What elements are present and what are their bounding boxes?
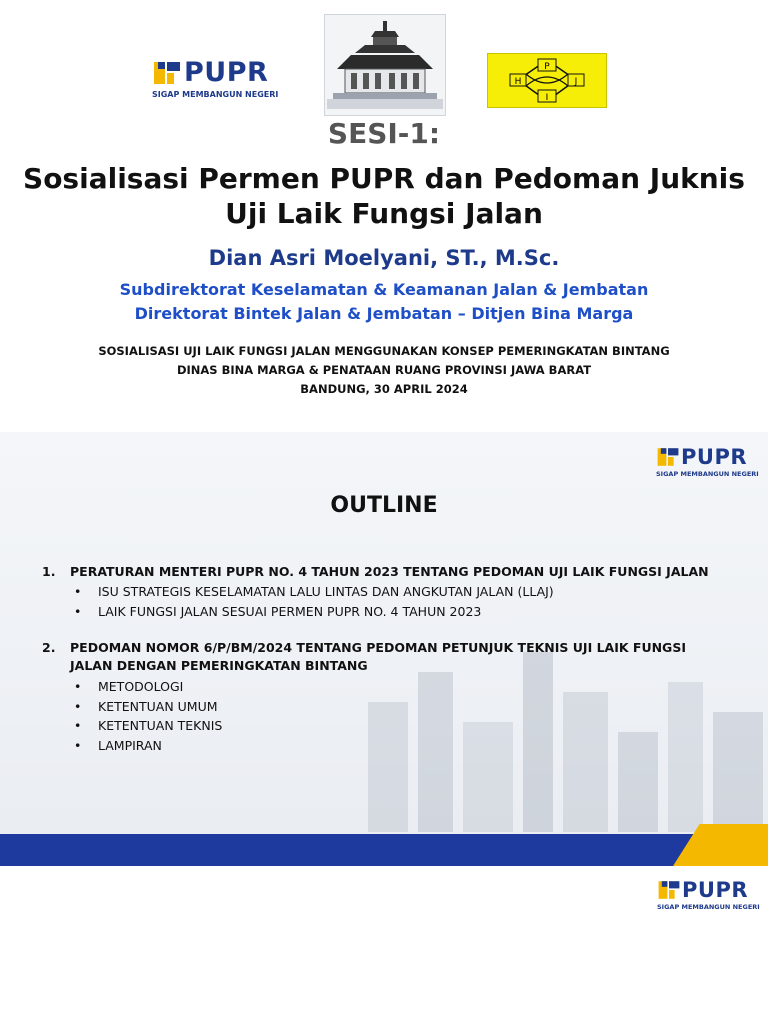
event-date: BANDUNG, 30 APRIL 2024: [300, 382, 468, 396]
list-item: [74, 697, 222, 717]
pupr-emblem-icon: [656, 445, 680, 469]
presentation-title: [0, 161, 768, 231]
bullet-text: KETENTUAN UMUM: [98, 698, 218, 714]
hpji-letter-p: P: [544, 62, 550, 72]
item-number: 2.: [42, 640, 56, 655]
title-line-2: Uji Laik Fungsi Jalan: [225, 197, 543, 230]
list-item: [74, 602, 554, 622]
bullet-icon: •: [74, 718, 82, 733]
bullet-text: KETENTUAN TEKNIS: [98, 718, 223, 733]
pupr-logo: [656, 445, 759, 478]
event-line-2: DINAS BINA MARGA & PENATAAN RUANG PROVINSI JAWA BARAT: [176, 363, 592, 377]
item-text: PEDOMAN NOMOR 6/P/BM/2024 TENTANG PEDOMAN PETUNJUK TEKNIS UJI LAIK FUNGSI JALAN DENGAN PEMERINGKATAN BINTANG: [70, 640, 686, 673]
footer-band: [0, 834, 768, 866]
outline-item-2: [42, 639, 732, 675]
pupr-logo: [657, 878, 760, 911]
bullet-text: METODOLOGI: [98, 679, 184, 694]
pupr-emblem-icon: [657, 878, 681, 902]
bullet-icon: •: [74, 584, 82, 599]
bullet-icon: •: [74, 737, 82, 753]
list-item: [74, 677, 222, 697]
list-item: [74, 582, 554, 602]
event-line-1: SOSIALISASI UJI LAIK FUNGSI JALAN MENGGUNAKAN KONSEP PEMERINGKATAN BINTANG: [98, 344, 670, 358]
bullet-text: LAIK FUNGSI JALAN SESUAI PERMEN PUPR NO. 4 TAHUN 2023: [98, 603, 482, 619]
outline-item-1: [42, 563, 732, 581]
bullet-text: ISU STRATEGIS KESELAMATAN LALU LINTAS DAN ANGKUTAN JALAN (LLAJ): [98, 584, 554, 599]
hpji-letter-j: J: [574, 77, 578, 87]
outline-item-2-bullets: [74, 677, 222, 755]
title-slide: [0, 0, 768, 432]
pupr-emblem-icon: [152, 58, 182, 88]
session-label: SESI-1:: [327, 117, 441, 150]
pupr-wordmark: PUPR: [184, 57, 269, 88]
gedung-sate-logo: [324, 14, 446, 116]
bullet-icon: •: [74, 679, 82, 694]
pupr-logo: [152, 58, 278, 99]
pupr-tagline: SIGAP MEMBANGUN NEGERI: [656, 470, 759, 478]
item-text: PERATURAN MENTERI PUPR NO. 4 TAHUN 2023 TENTANG PEDOMAN UJI LAIK FUNGSI JALAN: [70, 564, 709, 579]
title-line-1: Sosialisasi Permen PUPR dan Pedoman Juknis: [23, 162, 745, 195]
list-item: [74, 716, 222, 736]
footer-band-blue: [0, 834, 768, 866]
outline-item-1-bullets: [74, 582, 554, 621]
speaker-name: Dian Asri Moelyani, ST., M.Sc.: [208, 246, 560, 270]
bullet-icon: •: [74, 698, 82, 714]
outline-slide: [0, 432, 768, 866]
hpji-logo: [487, 53, 607, 108]
pupr-tagline: SIGAP MEMBANGUN NEGERI: [152, 90, 279, 99]
outline-title: OUTLINE: [330, 493, 438, 518]
next-slide-preview: [0, 866, 768, 1024]
bullet-text: LAMPIRAN: [98, 737, 162, 753]
bullet-icon: •: [74, 603, 82, 619]
affiliation-line-1: Subdirektorat Keselamatan & Keamanan Jalan & Jembatan: [119, 280, 649, 299]
list-item: [74, 736, 222, 756]
pupr-wordmark: PUPR: [682, 878, 749, 902]
item-number: 1.: [42, 564, 56, 579]
hpji-letter-h: H: [514, 77, 522, 87]
pupr-tagline: SIGAP MEMBANGUN NEGERI: [657, 903, 760, 911]
pupr-wordmark: PUPR: [681, 445, 748, 469]
affiliation-line-2: Direktorat Bintek Jalan & Jembatan – Ditjen Bina Marga: [134, 304, 634, 323]
hpji-letter-i: I: [545, 93, 549, 103]
